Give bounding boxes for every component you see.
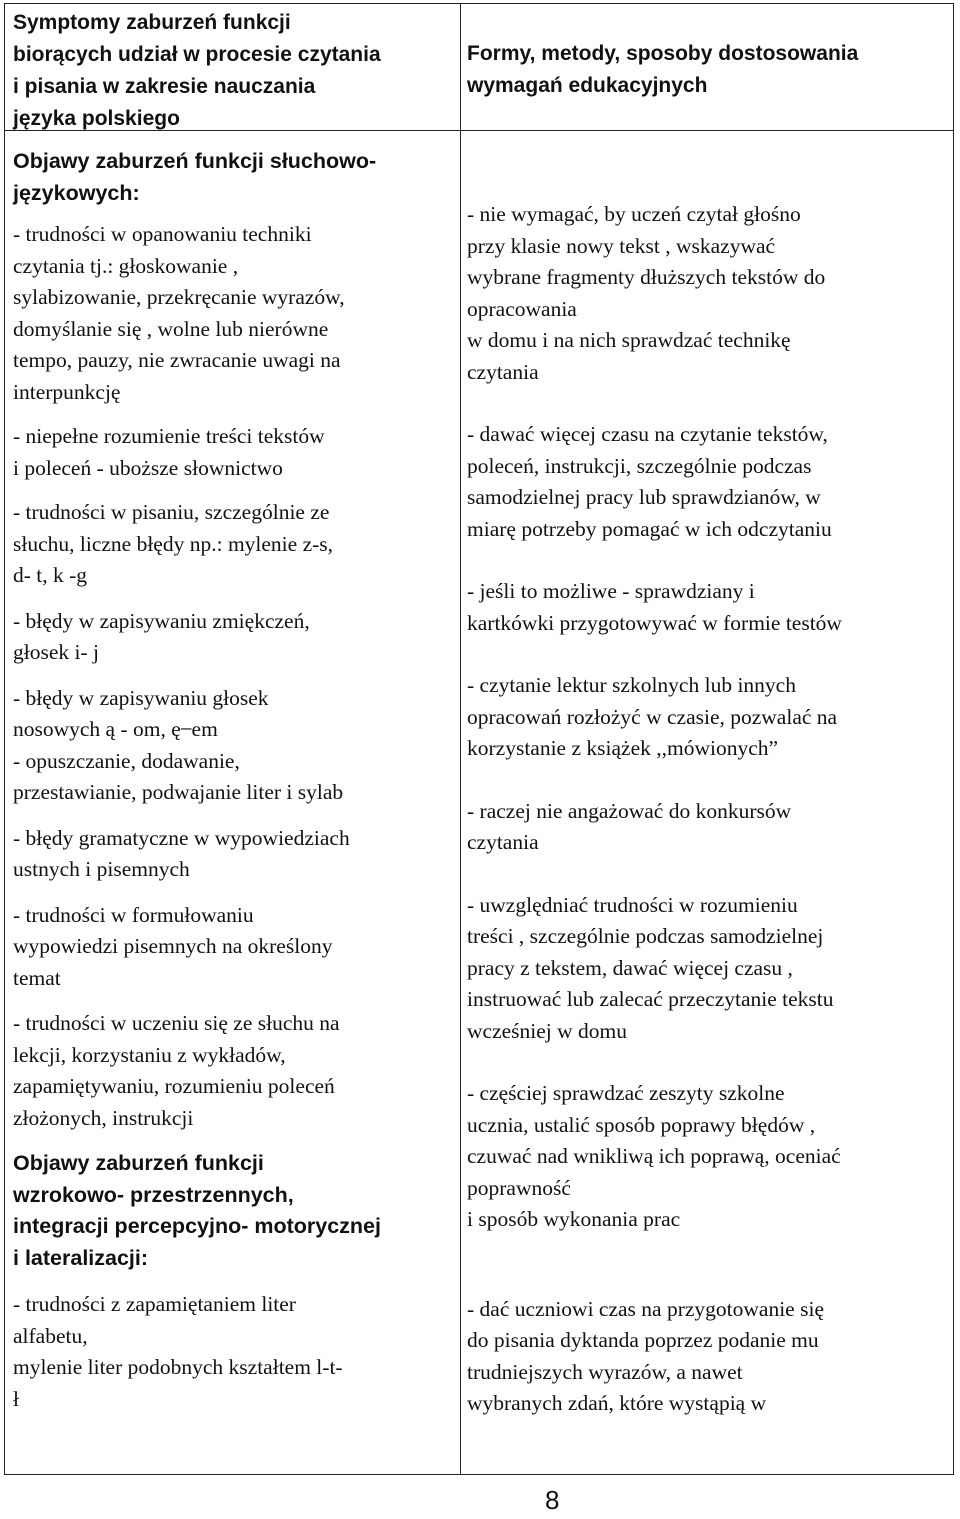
symptom-item: - trudności w pisaniu, szczególnie ze słuchu, liczne błędy np.: mylenie z-s, d- t, k -g [13, 500, 334, 587]
symptom-item: - błędy w zapisywaniu zmiękczeń, głosek i- j [13, 608, 310, 664]
symptoms-column [13, 146, 453, 1415]
method-item: - uwzględniać trudności w rozumieniu treści , szczególnie podczas samodzielnej pracy z tekstem, dawać więcej czasu , instruować lub zalecać przeczytanie tekstu wcześniej w domu [467, 892, 834, 1043]
symptom-item: - trudności w formułowaniu wypowiedzi pisemnych na określony temat [13, 902, 333, 990]
symptom-item: - trudności z zapamiętaniem liter alfabetu, mylenie liter podobnych kształtem l-t- ł [13, 1292, 343, 1411]
methods-column [467, 199, 952, 1420]
adaptation-table [4, 3, 954, 1475]
page-number: 8 [545, 1485, 560, 1515]
method-item: - czytanie lektur szkolnych lub innych opracowań rozłożyć w czasie, pozwalać na korzystanie z książek ,,mówionych” [467, 673, 838, 760]
header-methods: Formy, metody, sposoby dostosowania wymagań edukacyjnych [467, 42, 859, 97]
method-item: - raczej nie angażować do konkursów czytania [467, 798, 792, 854]
symptom-item: - trudności w opanowaniu techniki czytania tj.: głoskowanie , sylabizowanie, przekręcanie wyrazów, domyślanie się , wolne lub nierówne tempo, pauzy, nie zwracanie uwagi na interpunkcję [13, 222, 345, 404]
method-item: - dawać więcej czasu na czytanie tekstów, poleceń, instrukcji, szczególnie podczas samodzielnej pracy lub sprawdzianów, w miarę potrzeby pomagać w ich odczytaniu [467, 422, 832, 541]
heading-visual-spatial: Objawy zaburzeń funkcji wzrokowo- przestrzennych, integracji percepcyjno- motorycznej i lateralizacji: [13, 1151, 381, 1270]
heading-auditory: Objawy zaburzeń funkcji słuchowo- językowych: [13, 149, 377, 205]
symptom-item: - błędy w zapisywaniu głosek nosowych ą - om, ę ̶ em - opuszczanie, dodawanie, przestawianie, podwajanie liter i sylab [13, 685, 344, 804]
method-item: - częściej sprawdzać zeszyty szkolne ucznia, ustalić sposób poprawy błędów , czuwać nad wnikliwą ich poprawą, oceniać poprawność i sposób wykonania prac [467, 1081, 841, 1231]
column-divider [460, 4, 461, 1474]
symptom-item: - błędy gramatyczne w wypowiedziach ustnych i pisemnych [13, 825, 350, 881]
header-symptoms: Symptomy zaburzeń funkcji biorących udział w procesie czytania i pisania w zakresie nauczania języka polskiego [13, 11, 381, 130]
symptom-item: - niepełne rozumienie treści tekstów i poleceń - uboższe słownictwo [13, 424, 325, 480]
method-item: - jeśli to możliwe - sprawdziany i kartkówki przygotowywać w formie testów [467, 579, 842, 635]
symptom-item: - trudności w uczeniu się ze słuchu na lekcji, korzystaniu z wykładów, zapamiętywaniu, rozumieniu poleceń złożonych, instrukcji [13, 1011, 340, 1130]
method-item: - nie wymagać, by uczeń czytał głośno przy klasie nowy tekst , wskazywać wybrane fragmenty dłuższych tekstów do opracowania w domu i na nich sprawdzać technikę czytania [467, 202, 826, 384]
method-item: - dać uczniowi czas na przygotowanie się do pisania dyktanda poprzez podanie mu trudniejszych wyrazów, a nawet wybranych zdań, które wystąpią w [467, 1296, 824, 1415]
